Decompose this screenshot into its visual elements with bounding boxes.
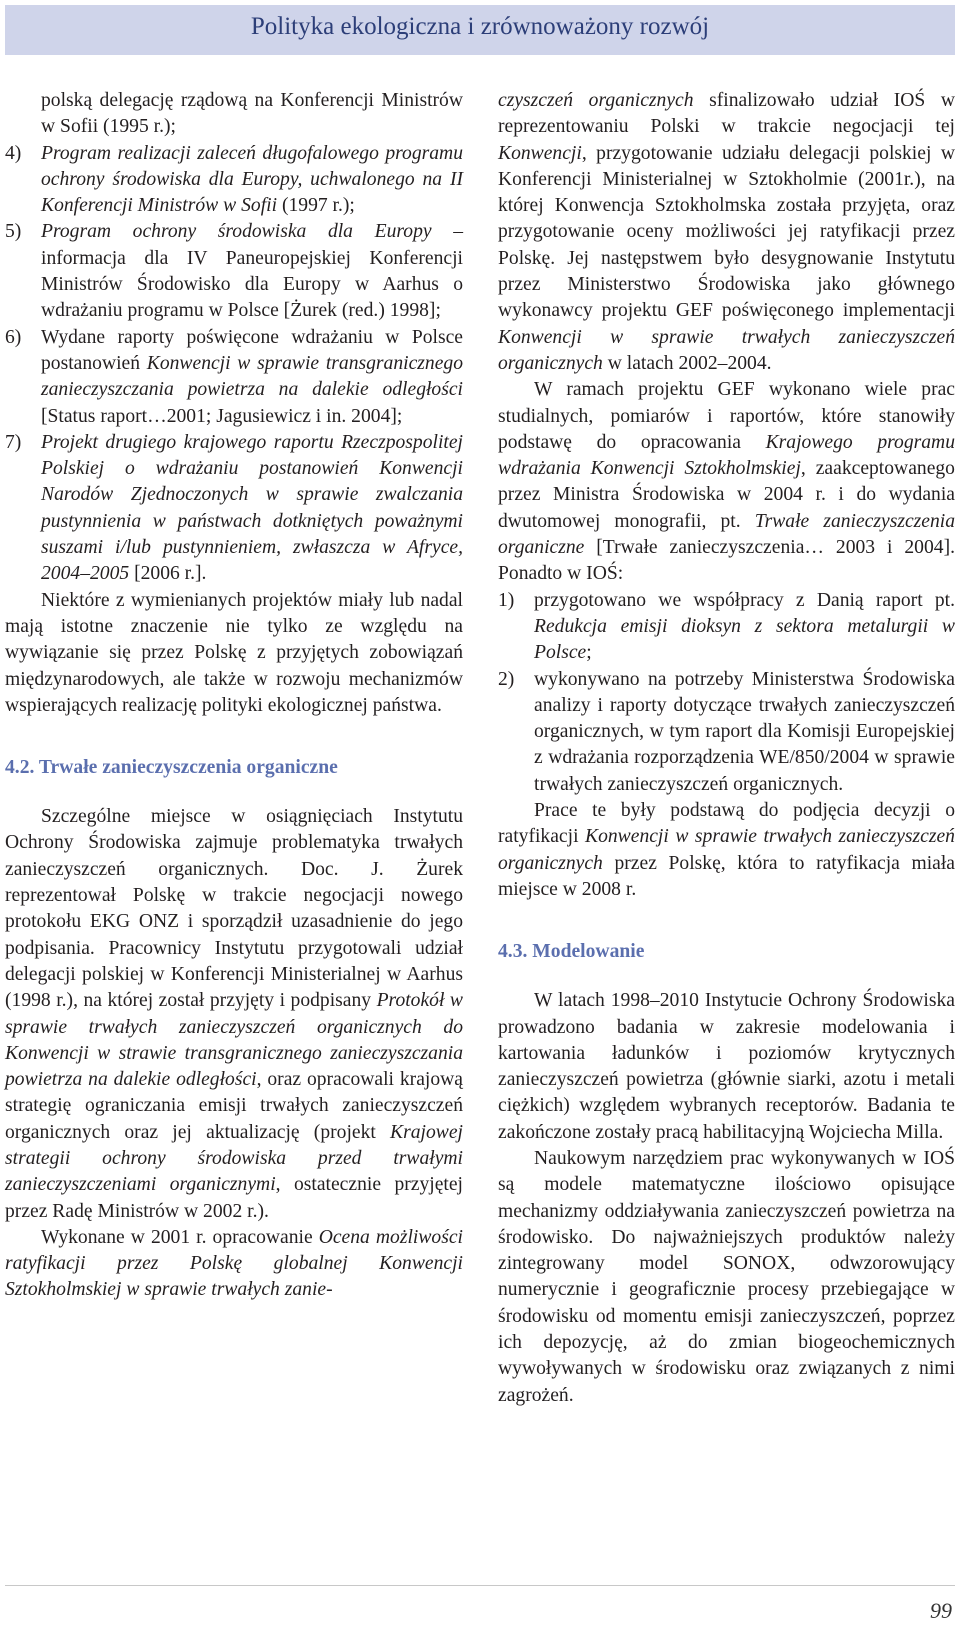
- paragraph: [5, 804, 463, 1225]
- list-item-title: Konwencji w sprawie transgranicznego zanieczyszczania powietrza na dalekie odległości: [41, 352, 463, 401]
- list-item-title: Program ochrony środowiska dla Europy: [41, 221, 432, 243]
- list-item-title: Program realizacji zaleceń długofalowego programu ochrony środowiska dla Europy, uchwalonego na II Konferencji Ministrów w Sofii: [41, 142, 463, 217]
- running-header: [5, 5, 955, 55]
- list-item-4: [5, 141, 463, 220]
- paragraph: [498, 798, 955, 903]
- paragraph: Niektóre z wymienianych projektów miały lub nadal mają istotne znaczenie nie tylko ze względu na wywiązanie się przez Polskę z przyjętych zobowiązań międzynarodowych, ale także w rozwoju mechanizmów wspierających realizację polityki ekologicznej państwa.: [5, 589, 463, 716]
- list-item-title: Projekt drugiego krajowego raportu Rzeczpospolitej Polskiej o wdrażaniu postanowień Konwencji Narodów Zjednoczonych w sprawie zwalczania pustynnienia w państwach dotkniętych poważnymi suszami i/lub pustynnieniem, zwłaszcza w Afryce, 2004–2005: [41, 431, 463, 585]
- list-item-tail: ;: [586, 642, 592, 664]
- list-item-5: [5, 219, 463, 324]
- italic-title: Konwencji w sprawie trwałych zanieczyszczeń organicznych: [498, 826, 955, 874]
- paragraph: W latach 1998–2010 Instytucie Ochrony Środowiska prowadzono badania w zakresie modelowania i kartowania ładunków i poziomów krytycznych zanieczyszczeń powietrza (głównie siarki, azotu i metali ciężkich) względem wybranych receptorów. Badania te zakończone zostały pracą habilitacyjną Wojciecha Milla.: [498, 990, 955, 1143]
- list-number: 1): [498, 589, 515, 611]
- list-item-title: Redukcja emisji dioksyn z sektora metalurgii w Polsce: [534, 615, 955, 664]
- italic-title: czyszczeń organicznych: [498, 90, 694, 111]
- section-heading: 4.2. Trwałe zanieczyszczenia organiczne: [5, 757, 338, 779]
- right-column: [498, 88, 955, 1409]
- paragraph: [5, 1225, 463, 1304]
- list-item-pre: wykonywano na potrzeby Ministerstwa Środowiska analizy i raporty dotyczące trwałych zanieczyszczeń organicznych, w tym raport dla Komisji Europejskiej z wdrażania rozporządzenia WE/850/2004 w sprawie trwałych zanieczyszczeń organicznych.: [534, 668, 955, 795]
- text-run: , przygotowanie udziału delegacji polskiej w Konferencji Ministerialnej w Sztokholmie (2001r.), na której Konwencja Sztokholmska została przyjęta, oraz przygotowanie oceny możliwości jej ratyfikacji przez Polskę. Jej następstwem było desygnowanie Instytutu przez Ministerstwo Środowiska jako głównego wykonawcy projektu GEF poświęconego implementacji: [498, 142, 955, 322]
- section-heading: 4.3. Modelowanie: [498, 941, 645, 963]
- text-run: Szczególne miejsce w osiągnięciach Instytutu Ochrony Środowiska zajmuje problematyka trwałych zanieczyszczeń organicznych. Doc. J. Żurek reprezentował Polskę w trakcie negocjacji nowego protokołu EKG ONZ i sporządził uzasadnienie do jego podpisania. Pracownicy Instytutu przygotowali udział delegacji polskiej w Konferencji Ministerialnej w Aarhus (1998 r.), na której został przyjęty i podpisany: [5, 806, 463, 1012]
- list-number: 7): [5, 431, 22, 453]
- italic-title: Konwencji: [498, 142, 582, 164]
- header-title: Polityka ekologiczna i zrównoważony rozwój: [250, 13, 710, 40]
- left-column: [5, 88, 463, 1304]
- list-item-tail: (1997 r.);: [277, 195, 355, 217]
- text-run: [Trwałe zanieczyszczenia… 2003 i 2004]. Ponadto w IOŚ:: [498, 537, 955, 585]
- text-run: sfinalizowało udział IOŚ w reprezentowaniu Polski w trakcie negocjacji tej: [498, 90, 955, 138]
- list-item-pre: przygotowano we współpracy z Danią raport pt.: [534, 589, 955, 611]
- text-run: w latach 2002–2004.: [602, 352, 772, 374]
- text-run: , zaakceptowanego przez Ministra Środowiska w 2004 r. i do wydania dwutomowej monografii, pt.: [498, 458, 955, 532]
- text-run: przez Polskę, która to ratyfikacja miała miejsce w 2008 r.: [498, 852, 955, 900]
- italic-title: Protokół w sprawie trwałych zanieczyszczeń organicznych do Konwencji w strawie transgranicznego zanieczyszczania powietrza na dalekie odległości: [5, 990, 463, 1091]
- list-item-tail: [Status raport…2001; Jagusiewicz i in. 2004];: [41, 405, 403, 427]
- list-number: 4): [5, 142, 22, 164]
- list-item-tail: – informacja dla IV Paneuropejskiej Konferencji Ministrów Środowisko dla Europy w Aarhus o wdrażaniu programu w Polsce [Żurek (red.) 1998];: [41, 221, 464, 322]
- italic-title: Trwałe zanieczyszczenia organiczne: [498, 510, 956, 559]
- text-run: W ramach projektu GEF wykonano wiele prac studialnych, pomiarów i raportów, które stanowiły podstawę do opracowania: [498, 379, 955, 453]
- list-item-pre: Wydane raporty poświęcone wdrażaniu w Polsce postanowień: [41, 326, 463, 374]
- text-run: , oraz opracowali krajową strategię ograniczania emisji trwałych zanieczyszczeń organicznych oraz jej aktualizację (projekt: [5, 1069, 463, 1143]
- text-run: Prace te były podstawą do podjęcia decyzji o ratyfikacji: [498, 800, 955, 848]
- paragraph: [498, 377, 955, 587]
- list-item-continuation: polską delegację rządową na Konferencji Ministrów w Sofii (1995 r.);: [41, 90, 463, 138]
- text-run: Wykonane w 2001 r. opracowanie: [41, 1226, 319, 1248]
- italic-title: Ocena możliwości ratyfikacji przez Polskę globalnej Konwencji Sztokholmskiej w sprawie trwałych zanie-: [5, 1226, 463, 1301]
- page-number: 99: [930, 1598, 952, 1623]
- italic-title: Konwencji w sprawie trwałych zanieczyszczeń organicznych: [498, 326, 955, 374]
- italic-title: Krajowego programu wdrażania Konwencji Sztokholmskiej: [498, 431, 955, 480]
- list-item-1: [498, 588, 955, 667]
- italic-title: Krajowej strategii ochrony środowiska przed trwałymi zanieczyszczeniami organicznymi: [5, 1121, 463, 1196]
- paragraph: Naukowym narzędziem prac wykonywanych w IOŚ są modele matematyczne ilościowo opisujące mechanizmy oddziaływania zanieczyszczeń powietrza na środowisko. Do najważniejszych produktów należy zintegrowany model SONOX, odwzorowujący numerycznie i geograficznie procesy przebiegające w środowisku od momentu emisji zanieczyszczeń, poprzez ich depozycję, aż do zmian biogeochemicznych wywoływanych w środowisku oraz związanych z nimi zagrożeń.: [498, 1147, 955, 1406]
- list-number: 2): [498, 668, 515, 690]
- paragraph: [498, 88, 955, 377]
- footer-rule: [5, 1585, 955, 1586]
- list-item-6: [5, 325, 463, 430]
- text-run: , ostatecznie przyjętej przez Radę Ministrów w 2002 r.).: [5, 1174, 463, 1222]
- list-item-2: [498, 667, 955, 798]
- list-number: 6): [5, 326, 22, 348]
- list-item-7: [5, 430, 463, 588]
- list-number: 5): [5, 221, 22, 243]
- list-item-tail: [2006 r.].: [129, 563, 207, 585]
